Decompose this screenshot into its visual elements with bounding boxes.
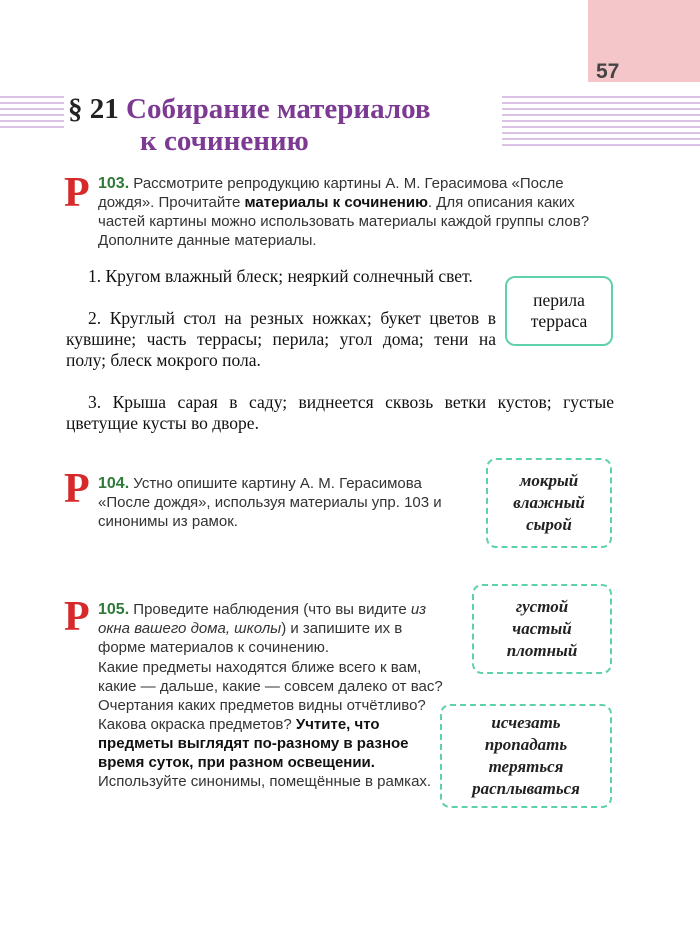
exercise-105-task: 105. Проведите наблюдения (что вы видите из окна вашего дома, школы) и запишите их в форме материалов к сочинению. [98,601,427,656]
section-heading [68,94,431,124]
p-marker-103: Р [64,170,90,216]
synonym-box-104 [486,458,612,548]
box-word: густой [515,597,569,616]
box-word: терраса [530,311,588,331]
exercise-105-questions: Какие предметы находятся ближе всего к вам, какие — дальше, какие — совсем далеко от вас? Очертания каких предметов видны отчётливо? Какова окраска предметов? Учтите, что предметы выглядят по-разному в разное время суток, при разном освещении. Используйте синонимы, помещённые в рамках. [98,659,443,790]
p-marker-104: Р [64,466,90,512]
box-word: пропадать [484,735,568,754]
synonym-box-103 [505,276,613,346]
box-word: перила [533,290,585,310]
box-word: сырой [526,515,572,534]
exercise-103-task: 103. Рассмотрите репродукцию картины А. М. Герасимова «После дождя». Прочитайте материалы к сочинению. Для описания каких частей картины можно использовать материалы каждой группы слов? Дополните данные материалы. [98,175,590,249]
section-number: § 21 [68,93,119,125]
header-stripes-left [0,96,64,130]
exercise-104-task: 104. Устно опишите картину А. М. Герасимова «После дождя», используя материалы упр. 103 и синонимы из рамок. [98,475,442,530]
list-item: 2. Круглый стол на резных ножках; букет цветов в кувшине; часть террасы; перила; угол дома; тени на полу; блеск мокрого пола. [66,308,496,370]
box-word: плотный [506,641,578,660]
box-word: расплываться [472,779,580,798]
box-word: влажный [513,493,585,512]
p-marker-105: Р [64,594,90,640]
exercise-103-number: 103. [98,175,130,192]
section-title-line1: Собирание материалов [126,93,431,125]
page-number: 57 [596,60,620,83]
list-item: 1. Кругом влажный блеск; неяркий солнечный свет. [88,266,473,286]
exercise-104-number: 104. [98,475,130,492]
box-word: частый [512,619,572,638]
synonym-box-105b [440,704,612,808]
box-word: теряться [488,757,564,776]
box-word: исчезать [491,713,561,732]
section-title-line2: к сочинению [140,125,309,157]
synonym-box-105a [472,584,612,674]
exercise-105-number: 105. [98,601,130,618]
header-stripes-right [502,96,700,146]
box-word: мокрый [519,471,579,490]
list-item: 3. Крыша сарая в саду; виднеется сквозь ветки кустов; густые цветущие кусты во дворе. [66,392,614,433]
